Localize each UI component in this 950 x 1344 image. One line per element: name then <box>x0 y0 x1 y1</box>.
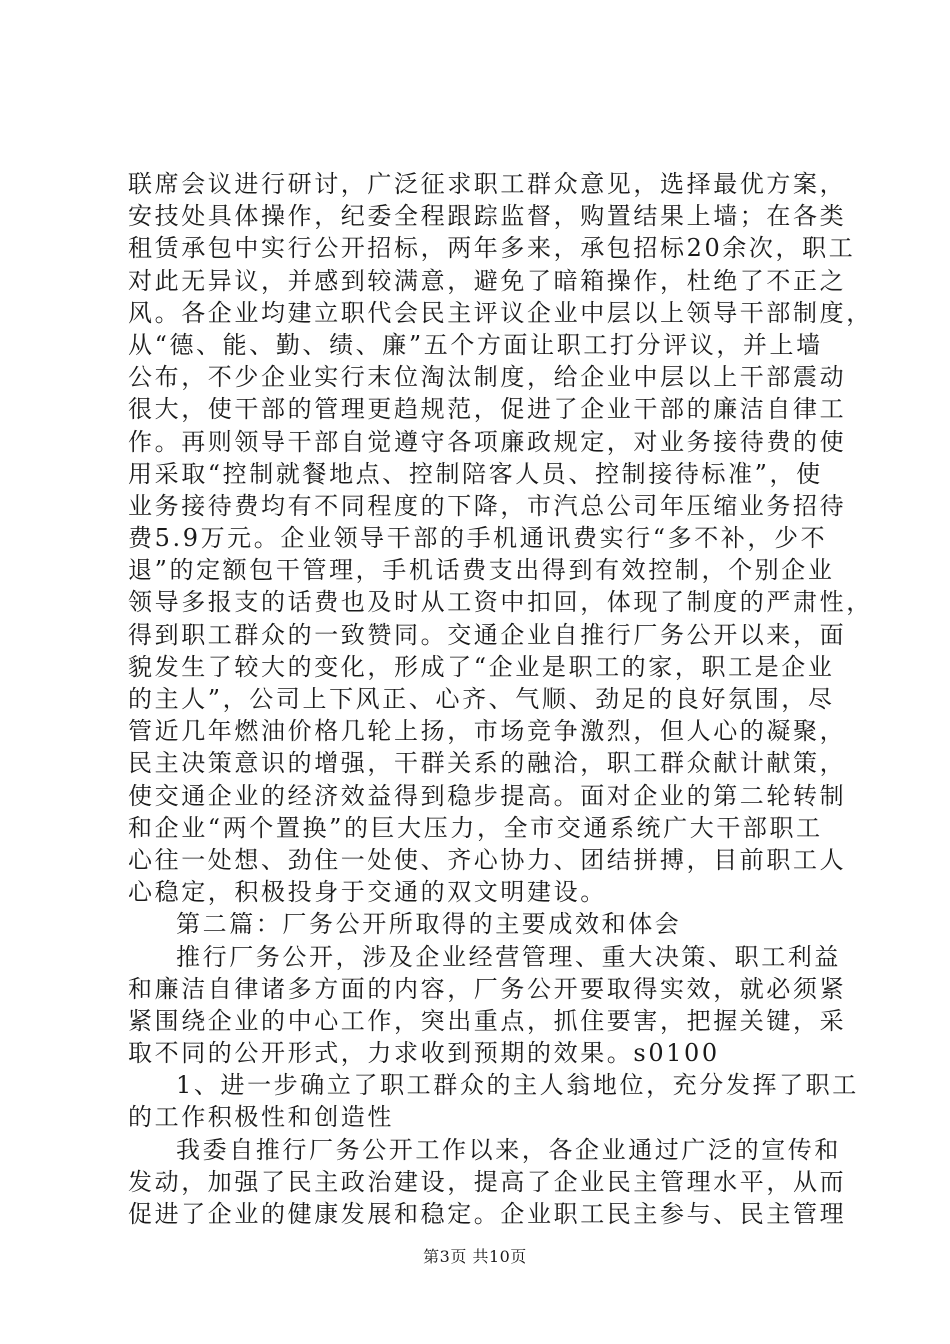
text-line: 公布，不少企业实行末位淘汰制度，给企业中层以上干部震动 <box>128 363 847 392</box>
text-line: 的主人”，公司上下风正、心齐、气顺、劲足的良好氛围，尽 <box>128 685 835 713</box>
text-line: 安技处具体操作，纪委全程跟踪监督，购置结果上墙；在各类 <box>128 202 847 231</box>
text-line: 取不同的公开形式，力求收到预期的效果。s0100 <box>128 1039 720 1068</box>
text-line: 用采取“控制就餐地点、控制陪客人员、控制接待标准”，使 <box>128 459 823 488</box>
text-line: 联席会议进行研讨，广泛征求职工群众意见，选择最优方案， <box>128 170 847 198</box>
text-line: 使交通企业的经济效益得到稳步提高。面对企业的第二轮转制 <box>128 781 847 810</box>
text-line: 对此无异议，并感到较满意，避免了暗箱操作，杜绝了不正之 <box>128 266 847 295</box>
text-line: 从“德、能、勤、绩、廉”五个方面让职工打分评议，并上墙 <box>128 330 823 359</box>
text-line: 业务接待费均有不同程度的下降，市汽总公司年压缩业务招待 <box>128 491 847 520</box>
text-line: 我委自推行厂务公开工作以来，各企业通过广泛的宣传和 <box>176 1135 841 1164</box>
section-heading: 第二篇：厂务公开所取得的主要成效和体会 <box>176 910 682 939</box>
text-line: 和企业“两个置换”的巨大压力，全市交通系统广大干部职工 <box>128 813 823 842</box>
numbered-heading: 1、进一步确立了职工群众的主人翁地位，充分发挥了职工 <box>176 1071 859 1100</box>
text-line: 费5.9万元。企业领导干部的手机通讯费实行“多不补，少不 <box>128 524 828 553</box>
text-line: 貌发生了较大的变化，形成了“企业是职工的家，职工是企业 <box>128 652 835 681</box>
text-line: 民主决策意识的增强，干群关系的融洽，职工群众献计献策， <box>128 749 847 778</box>
text-line: 的工作积极性和创造性 <box>128 1103 394 1132</box>
text-line: 退”的定额包干管理，手机话费支出得到有效控制，个别企业 <box>128 556 835 585</box>
text-line: 心稳定，积极投身于交通的双文明建设。 <box>128 878 607 907</box>
text-line: 风。各企业均建立职代会民主评议企业中层以上领导干部制度， <box>128 298 873 327</box>
text-line: 作。再则领导干部自觉遵守各项廉政规定，对业务接待费的使 <box>128 427 847 456</box>
text-line: 紧围绕企业的中心工作，突出重点，抓住要害，把握关键，采 <box>128 1006 847 1035</box>
text-line: 领导多报支的话费也及时从工资中扣回，体现了制度的严肃性， <box>128 588 873 617</box>
text-line: 心往一处想、劲住一处使、齐心协力、团结拼搏，目前职工人 <box>128 845 847 874</box>
text-line: 得到职工群众的一致赞同。交通企业自推行厂务公开以来，面 <box>128 620 847 649</box>
page-number-footer: 第3页 共10页 <box>423 1247 527 1266</box>
text-line: 很大，使干部的管理更趋规范，促进了企业干部的廉洁自律工 <box>128 395 847 424</box>
text-line: 管近几年燃油价格几轮上扬，市场竞争激烈，但人心的凝聚， <box>128 717 847 746</box>
text-line: 发动，加强了民主政治建设，提高了企业民主管理水平，从而 <box>128 1167 847 1196</box>
text-line: 租赁承包中实行公开招标，两年多来，承包招标20余次，职工 <box>128 234 856 263</box>
text-line: 促进了企业的健康发展和稳定。企业职工民主参与、民主管理 <box>128 1200 847 1228</box>
text-line: 和廉洁自律诸多方面的内容，厂务公开要取得实效，就必须紧 <box>128 974 847 1003</box>
body-text <box>128 168 873 1230</box>
text-line: 推行厂务公开，涉及企业经营管理、重大决策、职工利益 <box>176 942 841 971</box>
